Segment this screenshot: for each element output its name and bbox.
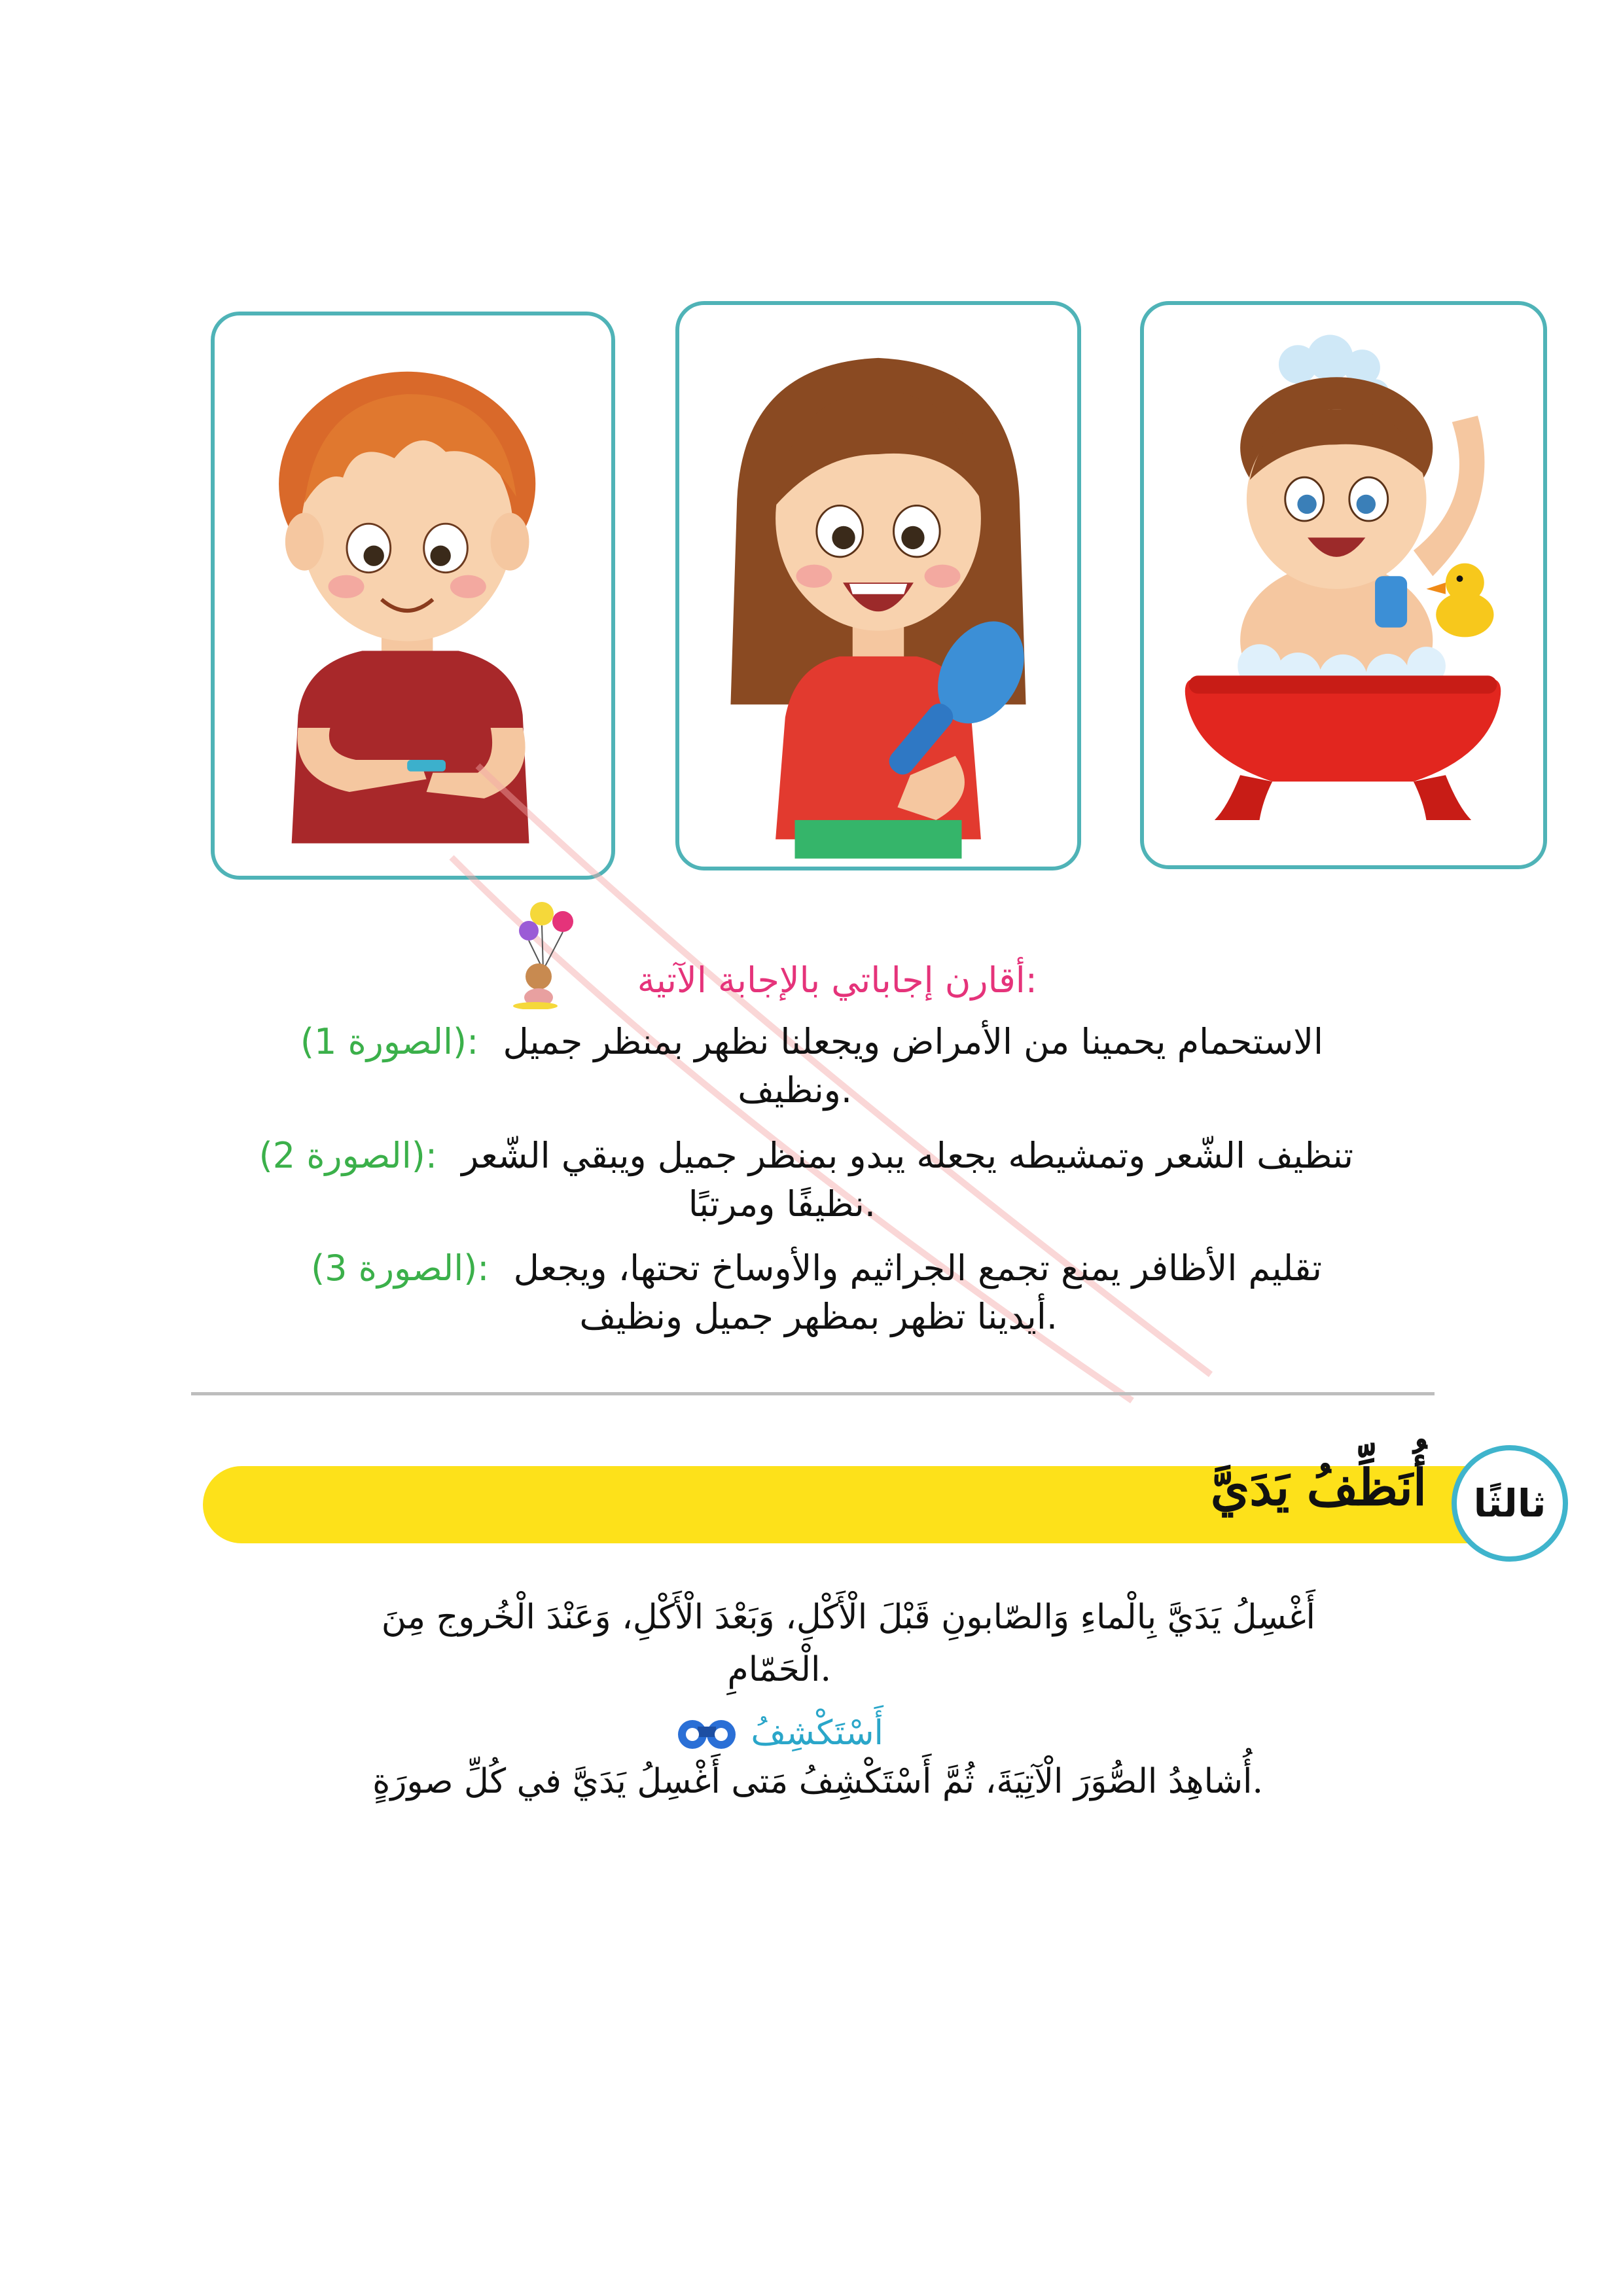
answer-3-text: تقليم الأظافر يمنع تجمع الجراثيم والأوساخ تحتها، ويجعل bbox=[513, 1247, 1322, 1289]
answer-1-continued: .ونظيف bbox=[738, 1069, 852, 1111]
answer-1-label: :(الصورة 1) bbox=[300, 1021, 479, 1062]
image-card-bath bbox=[1140, 301, 1547, 869]
body-text-line-1: أَغْسِلُ يَدَيَّ بِالْماءِ وَالصّابونِ قَبْلَ الْأَكْلِ، وَبَعْدَ الْأَكْلِ، وَعَنْدَ الْخُروج مِنَ bbox=[381, 1598, 1315, 1637]
girl-brushing-illustration bbox=[679, 305, 1077, 867]
answer-1 bbox=[300, 1018, 1323, 1066]
answer-3 bbox=[311, 1245, 1322, 1292]
image-card-nails bbox=[211, 312, 615, 880]
answer-2 bbox=[259, 1132, 1353, 1179]
answer-2-continued: .نظيفًا ومرتبًا bbox=[688, 1183, 876, 1225]
balloon-mascot-icon bbox=[503, 898, 588, 1009]
explore-label: أَسْتَكْشِفُ bbox=[751, 1713, 883, 1753]
image-card-hair bbox=[675, 301, 1081, 870]
answer-2-label: :(الصورة 2) bbox=[259, 1135, 438, 1176]
section-title: أُنَظِّفُ يَدَيَّ bbox=[1210, 1458, 1427, 1516]
answer-3-continued: .أيدينا تظهر بمظهر جميل ونظيف bbox=[579, 1296, 1058, 1337]
boy-nails-illustration bbox=[215, 315, 611, 876]
body-text-line-2: .الْحَمّامِ bbox=[727, 1650, 831, 1689]
section-number-badge: ثالثًا bbox=[1452, 1445, 1568, 1562]
binoculars-icon bbox=[674, 1713, 740, 1753]
compare-heading: :أقارن إجاباتي بالإجابة الآتية bbox=[637, 960, 1037, 1001]
boy-bath-illustration bbox=[1144, 305, 1543, 865]
answer-1-text: الاستحمام يحمينا من الأمراض ويجعلنا نظهر بمنظر جميل bbox=[503, 1021, 1323, 1062]
answer-3-label: :(الصورة 3) bbox=[311, 1247, 490, 1289]
explore-instruction: .أُشاهِدُ الصُّوَرَ الْآتِيَةَ، ثُمَّ أَسْتَكْشِفُ مَتى أَغْسِلُ يَدَيَّ في كُلِّ صورَةٍ bbox=[372, 1762, 1263, 1801]
section-divider bbox=[191, 1392, 1435, 1395]
answer-2-text: تنظيف الشّعر وتمشيطه يجعله يبدو بمنظر جميل ويبقي الشّعر bbox=[461, 1135, 1353, 1176]
